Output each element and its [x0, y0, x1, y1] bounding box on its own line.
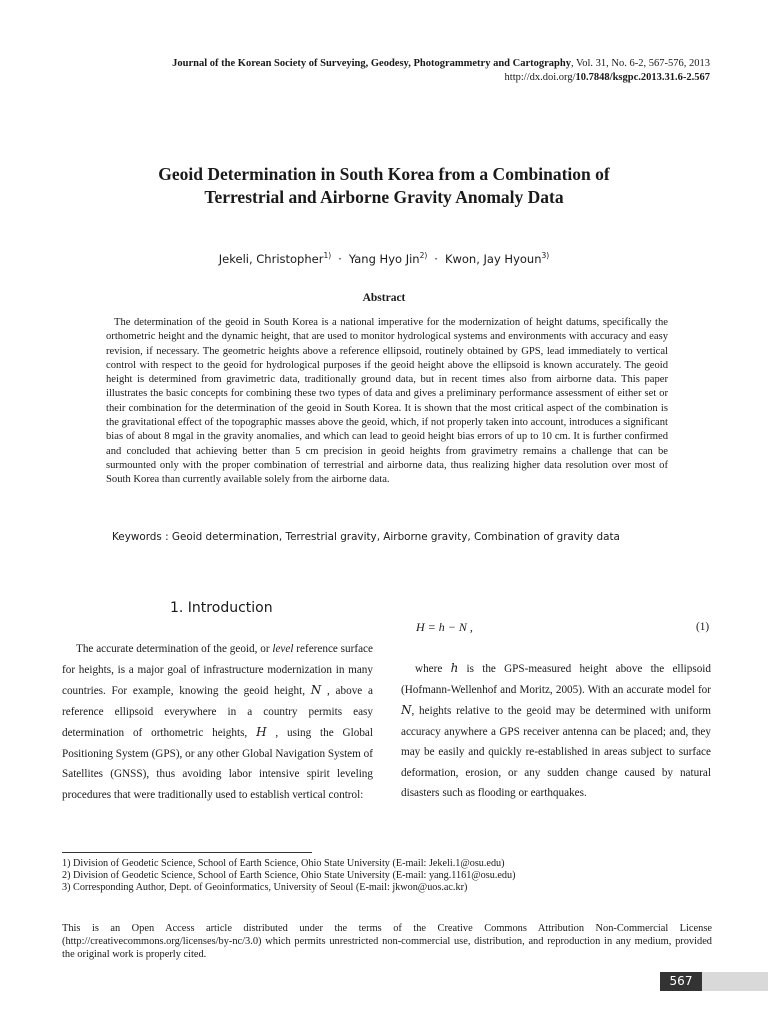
- journal-citation: [172, 58, 710, 69]
- footnote-divider: [62, 852, 312, 853]
- journal-volume: , Vol. 31, No. 6-2, 567-576, 2013: [570, 58, 710, 69]
- text-run: , above a reference ellipsoid everywhere in a country permits easy determination of orthometric heights,: [62, 685, 373, 739]
- text-run: where: [415, 663, 451, 675]
- text-run: reference surface for heights, is a major goal of infrastructure modernization in many countries. For example, knowing the geoid height,: [62, 643, 373, 697]
- doi-prefix[interactable]: http://dx.doi.org/: [504, 72, 576, 83]
- equation: H = h − N ,: [416, 620, 473, 634]
- footnote: 3) Corresponding Author, Dept. of Geoinformatics, University of Seoul (E-mail: jkwon@uos.ac.kr): [62, 882, 468, 893]
- author-separator: ·: [338, 252, 342, 266]
- footnotes: [62, 858, 702, 894]
- intro-left-column: [62, 639, 373, 805]
- text-run: is the GPS-measured height above the ellipsoid (Hofmann-Wellenhof and Moritz, 2005). With an accurate model for: [401, 663, 711, 696]
- title-line-1: Geoid Determination in South Korea from a Combination of: [158, 164, 610, 184]
- doi-line: [505, 72, 710, 83]
- math-variable: h: [450, 661, 459, 675]
- text-run: The accurate determination of the geoid, or: [76, 643, 273, 655]
- author-mark: 1): [323, 251, 332, 260]
- page-bar-blank: [0, 972, 660, 991]
- author-name: Jekeli, Christopher: [218, 252, 324, 266]
- page-bar-accent: [702, 972, 768, 991]
- section-heading: 1. Introduction: [170, 600, 273, 616]
- intro-right-column: [401, 658, 711, 804]
- author-list: [0, 251, 768, 266]
- title-line-2: Terrestrial and Airborne Gravity Anomaly Data: [204, 187, 564, 207]
- paper-title: [0, 163, 768, 209]
- equation-number: (1): [696, 621, 710, 633]
- author-name: Kwon, Jay Hyoun: [444, 252, 542, 266]
- italic-term: level: [272, 643, 294, 655]
- math-variable: N: [310, 683, 322, 697]
- footnote: 1) Division of Geodetic Science, School of Earth Science, Ohio State University (E-mail: Jekeli.1@osu.edu): [62, 858, 505, 869]
- abstract-heading: Abstract: [362, 292, 406, 304]
- author-name: Yang Hyo Jin: [348, 252, 420, 266]
- author-mark: 3): [541, 251, 550, 260]
- doi-link[interactable]: 10.7848/ksgpc.2013.31.6-2.567: [575, 72, 710, 83]
- page-number: 567: [660, 972, 702, 991]
- author-mark: 2): [419, 251, 428, 260]
- license-notice: This is an Open Access article distributed under the terms of the Creative Commons Attribution Non-Commercial License (http://creativecommons.org/licenses/by-nc/3.0) which permits unrestricted non-commercial use, distribution, and reproduction in any medium, provided the original work is properly cited.: [62, 923, 712, 961]
- text-run: , using the Global Positioning System (GPS), or any other Global Navigation System of Satellites (GNSS), thus avoiding labor intensive spirit leveling procedures that were traditionally used to establish vertical control:: [62, 727, 373, 801]
- abstract-text: The determination of the geoid in South Korea is a national imperative for the modernization of height datums, specifically the orthometric height and the dynamic height, that are used to monitor hydrological systems and environments with accuracy and easy revision, if necessary. The geometric heights above a reference ellipsoid, routinely obtained by GPS, lead immediately to vertical control with respect to the geoid for hydrological purposes if the geoid height above the ellipsoid is known accurately. The geoid height is determined from gravimetric data, traditionally ground data, but in recent times also from airborne data. This paper illustrates the basic concepts for combining these two types of data and gives a preliminary performance assessment of either set or their combination for the determination of the geoid in South Korea. It is shown that the most critical aspect of the combination is the gravitational effect of the topographic masses above the geoid, which, if not properly taken into account, introduces a significant bias of about 8 mgal in the gravity anomalies, and which can lead to geoid height bias errors of up to 10 cm. It is further confirmed and concluded that achieving better than 5 cm precision in geoid heights from gravimetry remains a challenge that can be surmounted only with the proper combination of terrestrial and airborne data, thus realizing higher data resolution over most of South Korea than currently available solely from the airborne data.: [106, 317, 668, 486]
- journal-name: Journal of the Korean Society of Surveying, Geodesy, Photogrammetry and Cartography: [172, 58, 571, 69]
- math-variable: N: [401, 703, 412, 717]
- keywords: Keywords : Geoid determination, Terrestrial gravity, Airborne gravity, Combination of gravity data: [112, 531, 620, 543]
- math-variable: H: [256, 725, 267, 739]
- text-run: , heights relative to the geoid may be determined with uniform accuracy anywhere a GPS receiver antenna can be placed; and, they may be easily and quickly re-established in areas subject to surface deformation, erosion, or any sudden change caused by natural disasters such as flooding or earthquakes.: [401, 705, 711, 799]
- footnote: 2) Division of Geodetic Science, School of Earth Science, Ohio State University (E-mail: yang.1161@osu.edu): [62, 870, 516, 881]
- author-separator: ·: [434, 252, 438, 266]
